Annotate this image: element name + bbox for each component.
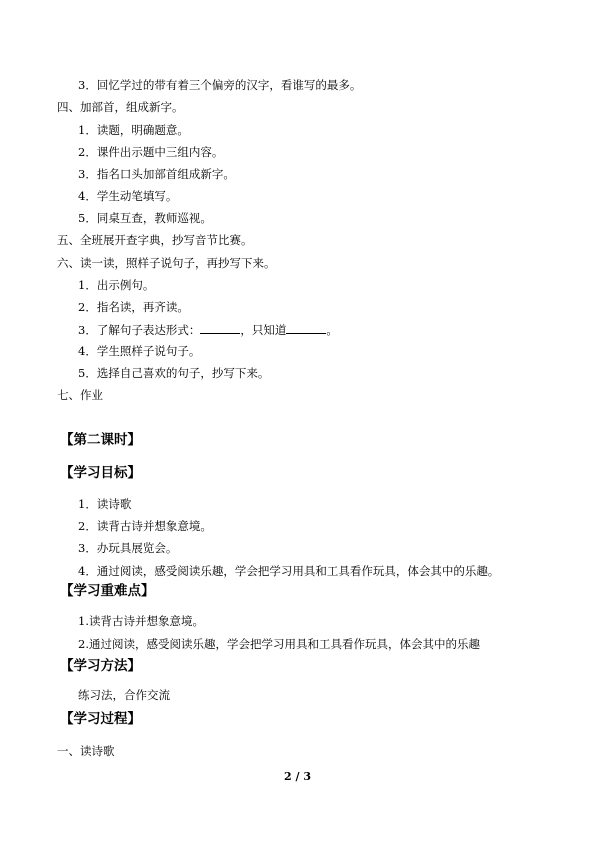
- key-item: 1.读背古诗并想象意境。: [78, 614, 204, 628]
- section-heading: 一、读诗歌: [57, 744, 115, 758]
- key-points-heading: 【学习重难点】: [60, 583, 155, 599]
- text-line: 4．学生照样子说句子。: [78, 344, 201, 358]
- goal-item: 2．读背古诗并想象意境。: [78, 519, 212, 533]
- fill-blank-text: 。: [326, 323, 338, 337]
- goal-item: 3．办玩具展览会。: [78, 541, 178, 555]
- text-line: 4．学生动笔填写。: [78, 189, 178, 203]
- section-heading: 五、全班展开查字典，抄写音节比赛。: [57, 233, 253, 247]
- fill-blank-line: [78, 322, 338, 337]
- text-line: 5．选择自己喜欢的句子，抄写下来。: [78, 366, 270, 380]
- section-heading: 四、加部首，组成新字。: [57, 100, 184, 114]
- text-line: 1．出示例句。: [78, 278, 155, 292]
- blank-field[interactable]: [286, 322, 326, 334]
- text-line: 2．课件出示题中三组内容。: [78, 145, 224, 159]
- text-line: 3．回忆学过的带有着三个偏旁的汉字，看谁写的最多。: [78, 78, 362, 92]
- text-line: 2．指名读，再齐读。: [78, 300, 189, 314]
- lesson-heading: 【第二课时】: [60, 432, 141, 448]
- goals-heading: 【学习目标】: [60, 465, 141, 481]
- method-text: 练习法，合作交流: [78, 688, 170, 702]
- text-line: 1．读题，明确题意。: [78, 123, 189, 137]
- fill-blank-text: 3．了解句子表达形式：: [78, 323, 201, 337]
- blank-field[interactable]: [200, 322, 240, 334]
- fill-blank-text: ，只知道: [240, 323, 287, 337]
- key-item: 2.通过阅读，感受阅读乐趣，学会把学习用具和工具看作玩具，体会其中的乐趣: [78, 637, 480, 651]
- text-line: 5．同桌互查，教师巡视。: [78, 211, 212, 225]
- process-heading: 【学习过程】: [60, 711, 141, 727]
- text-line: 3．指名口头加部首组成新字。: [78, 167, 235, 181]
- section-heading: 六、读一读，照样子说句子，再抄写下来。: [57, 256, 276, 270]
- goal-item: 4．通过阅读，感受阅读乐趣，学会把学习用具和工具看作玩具，体会其中的乐趣。: [78, 564, 500, 578]
- section-heading: 七、作业: [57, 388, 103, 402]
- goal-item: 1．读诗歌: [78, 497, 132, 511]
- page-number: 2 / 3: [284, 770, 311, 783]
- method-heading: 【学习方法】: [60, 658, 141, 674]
